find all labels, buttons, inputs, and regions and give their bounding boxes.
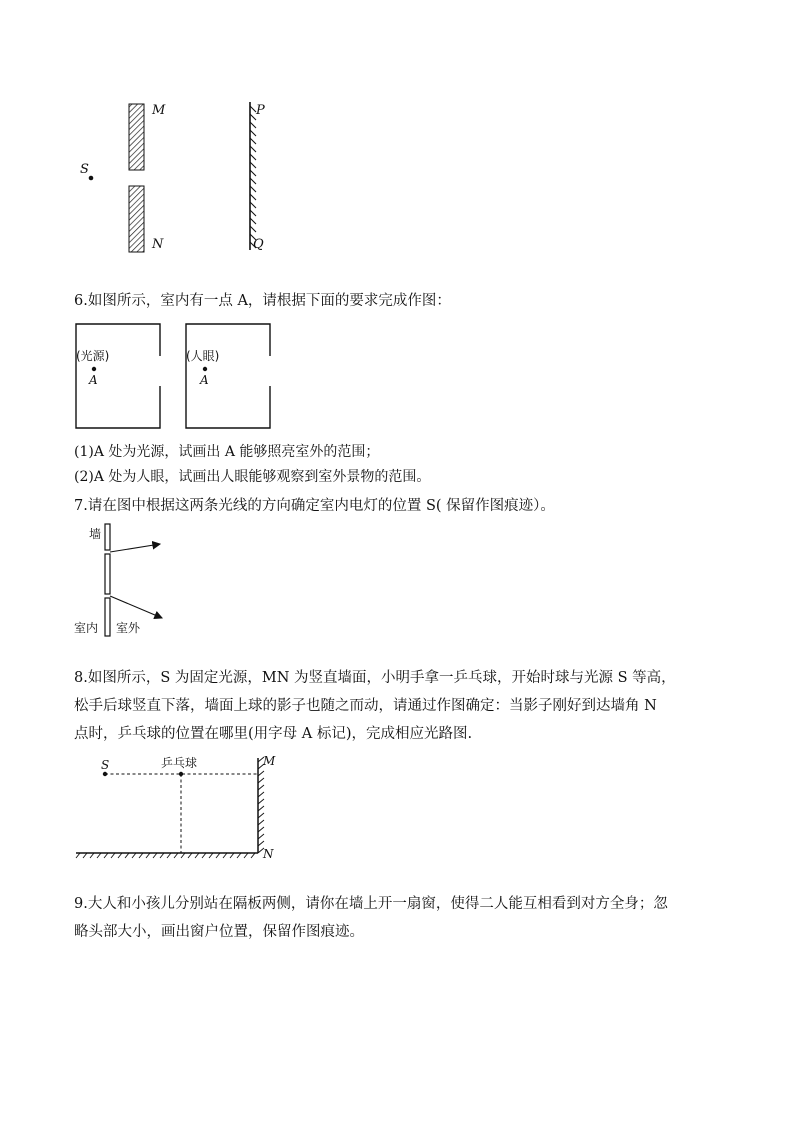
lower-slit-plate (129, 186, 144, 252)
point-a-2 (203, 367, 207, 371)
point-s (89, 176, 94, 181)
label-n: N (152, 237, 164, 252)
light-ray-1 (110, 544, 160, 552)
wall-segment-middle (105, 554, 110, 594)
mirror-slit-figure (70, 92, 290, 262)
question-8-line-1: 8.如图所示，S 为固定光源，MN 为竖直墙面，小明手拿一乒乓球，开始时球与光源 S 等高， (74, 670, 676, 686)
label-m-q8: M (263, 754, 276, 768)
light-ray-2 (110, 596, 162, 618)
wall-label: 墙 (89, 527, 102, 541)
pingpong-ball (179, 772, 183, 776)
question-6-sub-1: (1)A 处为光源，试画出 A 能够照亮室外的范围； (74, 444, 380, 460)
question-6-sub-2: (2)A 处为人眼，试画出人眼能够观察到室外景物的范围。 (74, 469, 431, 485)
room-2-tag: (人眼) (186, 349, 220, 363)
wall-lamp-figure (70, 522, 180, 640)
point-a-1-label: A (89, 373, 98, 387)
question-9-line-2: 略头部大小，画出窗户位置，保留作图痕迹。 (74, 924, 364, 940)
indoor-label: 室内 (74, 621, 99, 635)
outdoor-label: 室外 (116, 621, 141, 635)
wall-hatching (258, 757, 264, 853)
point-a-2-label: A (200, 373, 209, 387)
upper-slit-plate (129, 104, 144, 170)
room-1-tag: (光源) (76, 349, 110, 363)
label-q: Q (253, 237, 264, 252)
label-p: P (256, 103, 265, 118)
light-source-s (103, 772, 107, 776)
pingpong-shadow-figure (72, 750, 292, 865)
wall-segment-bottom (105, 598, 110, 636)
question-8-line-2: 松手后球竖直下落，墙面上球的影子也随之而动，请通过作图确定：当影子刚好到达墙角 N (74, 698, 657, 714)
room-2-outline (186, 324, 270, 428)
mirror-hatching (250, 106, 256, 248)
question-8-line-3: 点时，乒乓球的位置在哪里(用字母 A 标记)，完成相应光路图. (74, 726, 473, 742)
question-6-text: 6.如图所示，室内有一点 A，请根据下面的要求完成作图： (74, 293, 451, 309)
label-n-q8: N (263, 847, 274, 861)
question-7-text: 7.请在图中根据这两条光线的方向确定室内电灯的位置 S( 保留作图痕迹）。 (74, 498, 555, 514)
label-m: M (152, 103, 166, 118)
wall-segment-top (105, 524, 110, 550)
question-9-line-1: 9.大人和小孩儿分别站在隔板两侧，请你在墙上开一扇窗，使得二人能互相看到对方全身；忽 (74, 896, 668, 912)
ball-label: 乒乓球 (161, 756, 198, 770)
point-a-1 (92, 367, 96, 371)
label-s-q8: S (101, 758, 110, 772)
room-figure (70, 318, 280, 436)
label-s: S (80, 162, 89, 177)
